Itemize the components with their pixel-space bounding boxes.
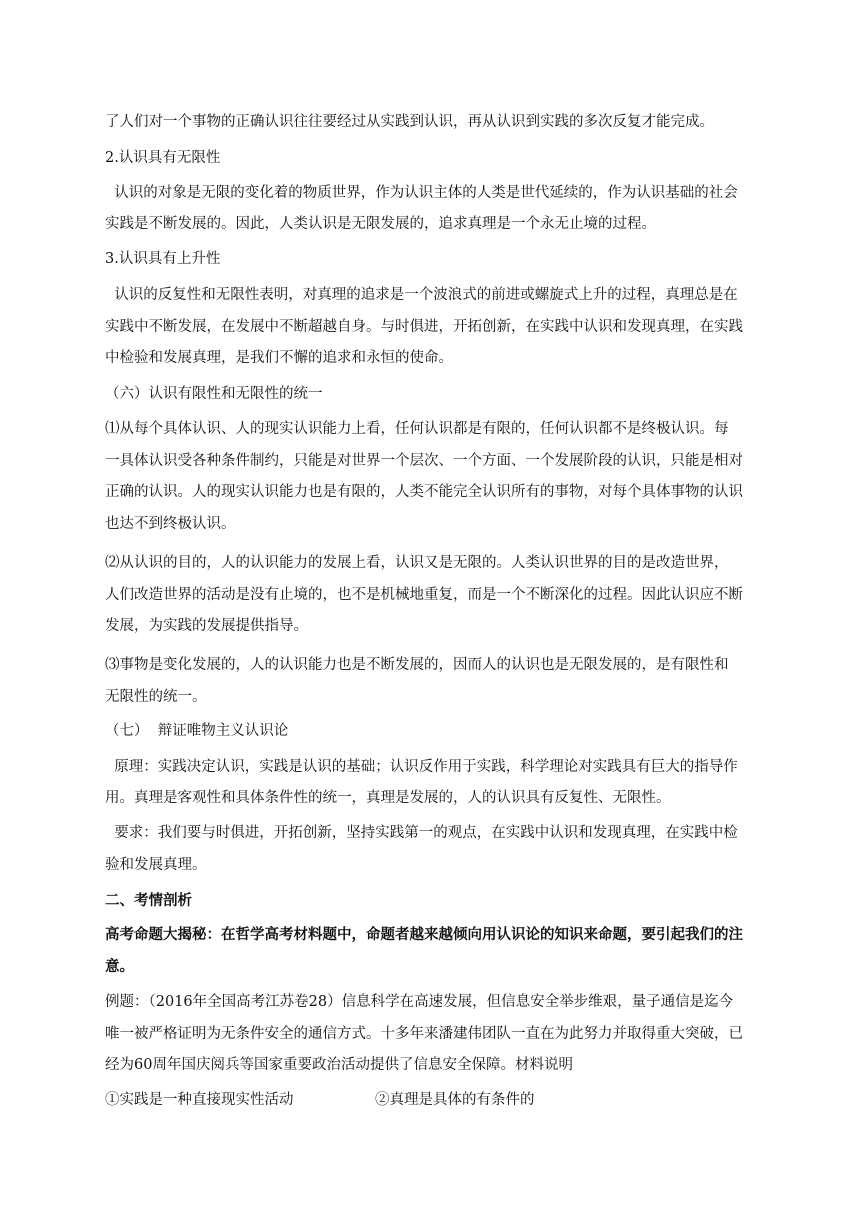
text-line: 无限性的统一。 bbox=[105, 689, 207, 705]
option-1: ①实践是一种直接现实性活动 bbox=[105, 1092, 294, 1108]
text-line: 了人们对一个事物的正确认识往往要经过从实践到认识，再从认识到实践的多次反复才能完成。 bbox=[105, 114, 714, 130]
text-line: ⑴从每个具体认识、人的现实认识能力上看，任何认识都是有限的，任何认识都不是终极认识。每 bbox=[105, 421, 729, 437]
text-line: ⑶事物是变化发展的，人的认识能力也是不断发展的，因而人的认识也是无限发展的，是有限性和 bbox=[105, 657, 729, 673]
highlight-line: 意。 bbox=[105, 959, 134, 975]
example-line: 经为60周年国庆阅兵等国家重要政治活动提供了信息安全保障。材料说明 bbox=[105, 1057, 573, 1073]
subheading: （七） 辩证唯物主义认识论 bbox=[105, 723, 289, 739]
text-line: 用。真理是客观性和具体条件性的统一，真理是发展的，人的认识具有反复性、无限性。 bbox=[105, 790, 671, 806]
text-line: 认识的对象是无限的变化着的物质世界，作为认识主体的人类是世代延续的，作为认识基础的社会 bbox=[105, 185, 738, 201]
text-line: 发展，为实践的发展提供指导。 bbox=[105, 618, 308, 634]
text-line: 正确的认识。人的现实认识能力也是有限的，人类不能完全认识所有的事物，对每个具体事物的认识 bbox=[105, 484, 743, 500]
option-2: ②真理是具体的有条件的 bbox=[375, 1092, 535, 1108]
text-line: 原理：实践决定认识，实践是认识的基础；认识反作用于实践，科学理论对实践具有巨大的指导作 bbox=[105, 759, 738, 775]
text-line: 人们改造世界的活动是没有止境的，也不是机械地重复，而是一个不断深化的过程。因此认识应不断 bbox=[105, 587, 743, 603]
text-line: 实践中不断发展，在发展中不断超越自身。与时俱进，开拓创新，在实践中认识和发现真理，在实践 bbox=[105, 319, 743, 335]
options-row bbox=[105, 1089, 765, 1111]
text-line: 验和发展真理。 bbox=[105, 857, 207, 873]
example-line: 例题：（2016年全国高考江苏卷28）信息科学在高速发展，但信息安全举步维艰，量子通信是迄今 bbox=[105, 994, 734, 1010]
text-line: ⑵从认识的目的，人的认识能力的发展上看，认识又是无限的。人类认识世界的目的是改造世界， bbox=[105, 555, 729, 571]
text-line: 也达不到终极认识。 bbox=[105, 516, 236, 532]
text-line: 中检验和发展真理，是我们不懈的追求和永恒的使命。 bbox=[105, 350, 453, 366]
example-line: 唯一被严格证明为无条件安全的通信方式。十多年来潘建伟团队一直在为此努力并取得重大突破，已 bbox=[105, 1026, 743, 1042]
subheading: 2.认识具有无限性 bbox=[105, 150, 221, 166]
text-line: 认识的反复性和无限性表明，对真理的追求是一个波浪式的前进或螺旋式上升的过程，真理总是在 bbox=[105, 287, 738, 303]
text-line: 实践是不断发展的。因此，人类认识是无限发展的，追求真理是一个永无止境的过程。 bbox=[105, 216, 656, 232]
subheading: （六）认识有限性和无限性的统一 bbox=[105, 386, 323, 402]
text-line: 要求：我们要与时俱进，开拓创新，坚持实践第一的观点，在实践中认识和发现真理，在实践中检 bbox=[105, 825, 738, 841]
subheading: 3.认识具有上升性 bbox=[105, 251, 221, 267]
highlight-line: 高考命题大揭秘：在哲学高考材料题中，命题者越来越倾向用认识论的知识来命题，要引起我们的注 bbox=[105, 927, 743, 943]
text-line: 一具体认识受各种条件制约，只能是对世界一个层次、一个方面、一个发展阶段的认识，只能是相对 bbox=[105, 453, 743, 469]
section-title: 二、考情剖析 bbox=[105, 893, 192, 909]
